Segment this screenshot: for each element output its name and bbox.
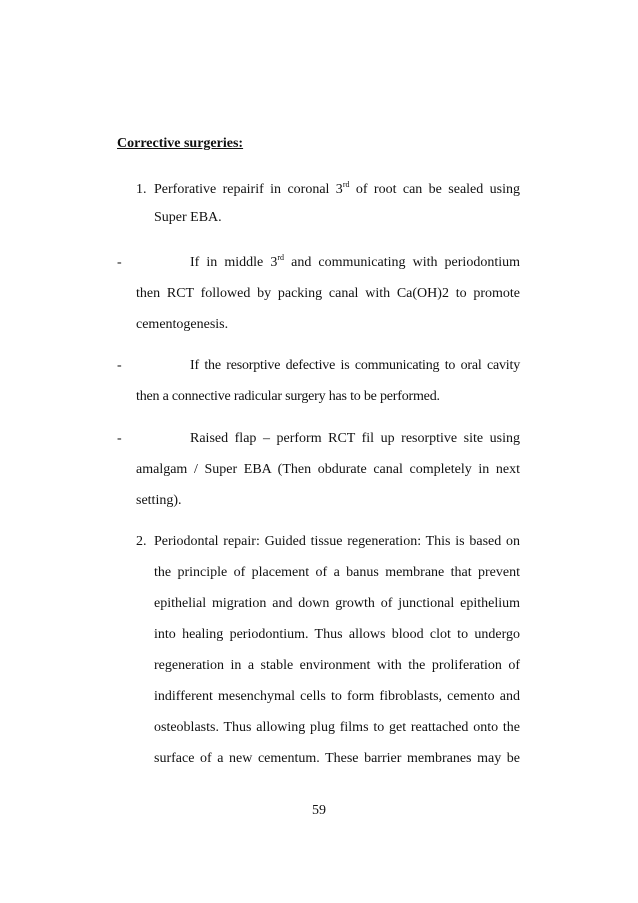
dash-bullet: - [117, 255, 122, 270]
paragraph-line: then RCT followed by packing canal with Ca(OH)2 to promote [136, 286, 520, 301]
paragraph-line: amalgam / Super EBA (Then obdurate canal completely in next [136, 462, 520, 477]
paragraph-line: Perforative repairif in coronal 3rd of root can be sealed using [154, 180, 520, 197]
paragraph-line: Raised flap – perform RCT fil up resorptive site using [190, 431, 520, 446]
paragraph-line: then a connective radicular surgery has to be performed. [136, 389, 440, 404]
paragraph-line: Periodontal repair: Guided tissue regeneration: This is based on [154, 534, 520, 549]
section-heading: Corrective surgeries: [117, 136, 244, 151]
paragraph-line: cementogenesis. [136, 317, 229, 332]
paragraph-line: setting). [136, 493, 182, 508]
page-number: 59 [312, 803, 326, 818]
dash-bullet: - [117, 358, 122, 373]
list-number: 1. [136, 182, 147, 197]
paragraph-line: Super EBA. [154, 210, 222, 225]
paragraph-line: If in middle 3rd and communicating with periodontium [190, 253, 520, 270]
paragraph-line: into healing periodontium. Thus allows blood clot to undergo [154, 627, 520, 642]
paragraph-line: epithelial migration and down growth of junctional epithelium [154, 596, 520, 611]
paragraph-line: regeneration in a stable environment with the proliferation of [154, 658, 520, 673]
paragraph-line: the principle of placement of a banus membrane that prevent [154, 565, 520, 580]
paragraph-line: surface of a new cementum. These barrier membranes may be [154, 751, 520, 766]
paragraph-line: osteoblasts. Thus allowing plug films to get reattached onto the [154, 720, 520, 735]
list-number: 2. [136, 534, 147, 549]
dash-bullet: - [117, 431, 122, 446]
paragraph-line: indifferent mesenchymal cells to form fibroblasts, cemento and [154, 689, 520, 704]
paragraph-line: If the resorptive defective is communicating to oral cavity [190, 358, 520, 373]
